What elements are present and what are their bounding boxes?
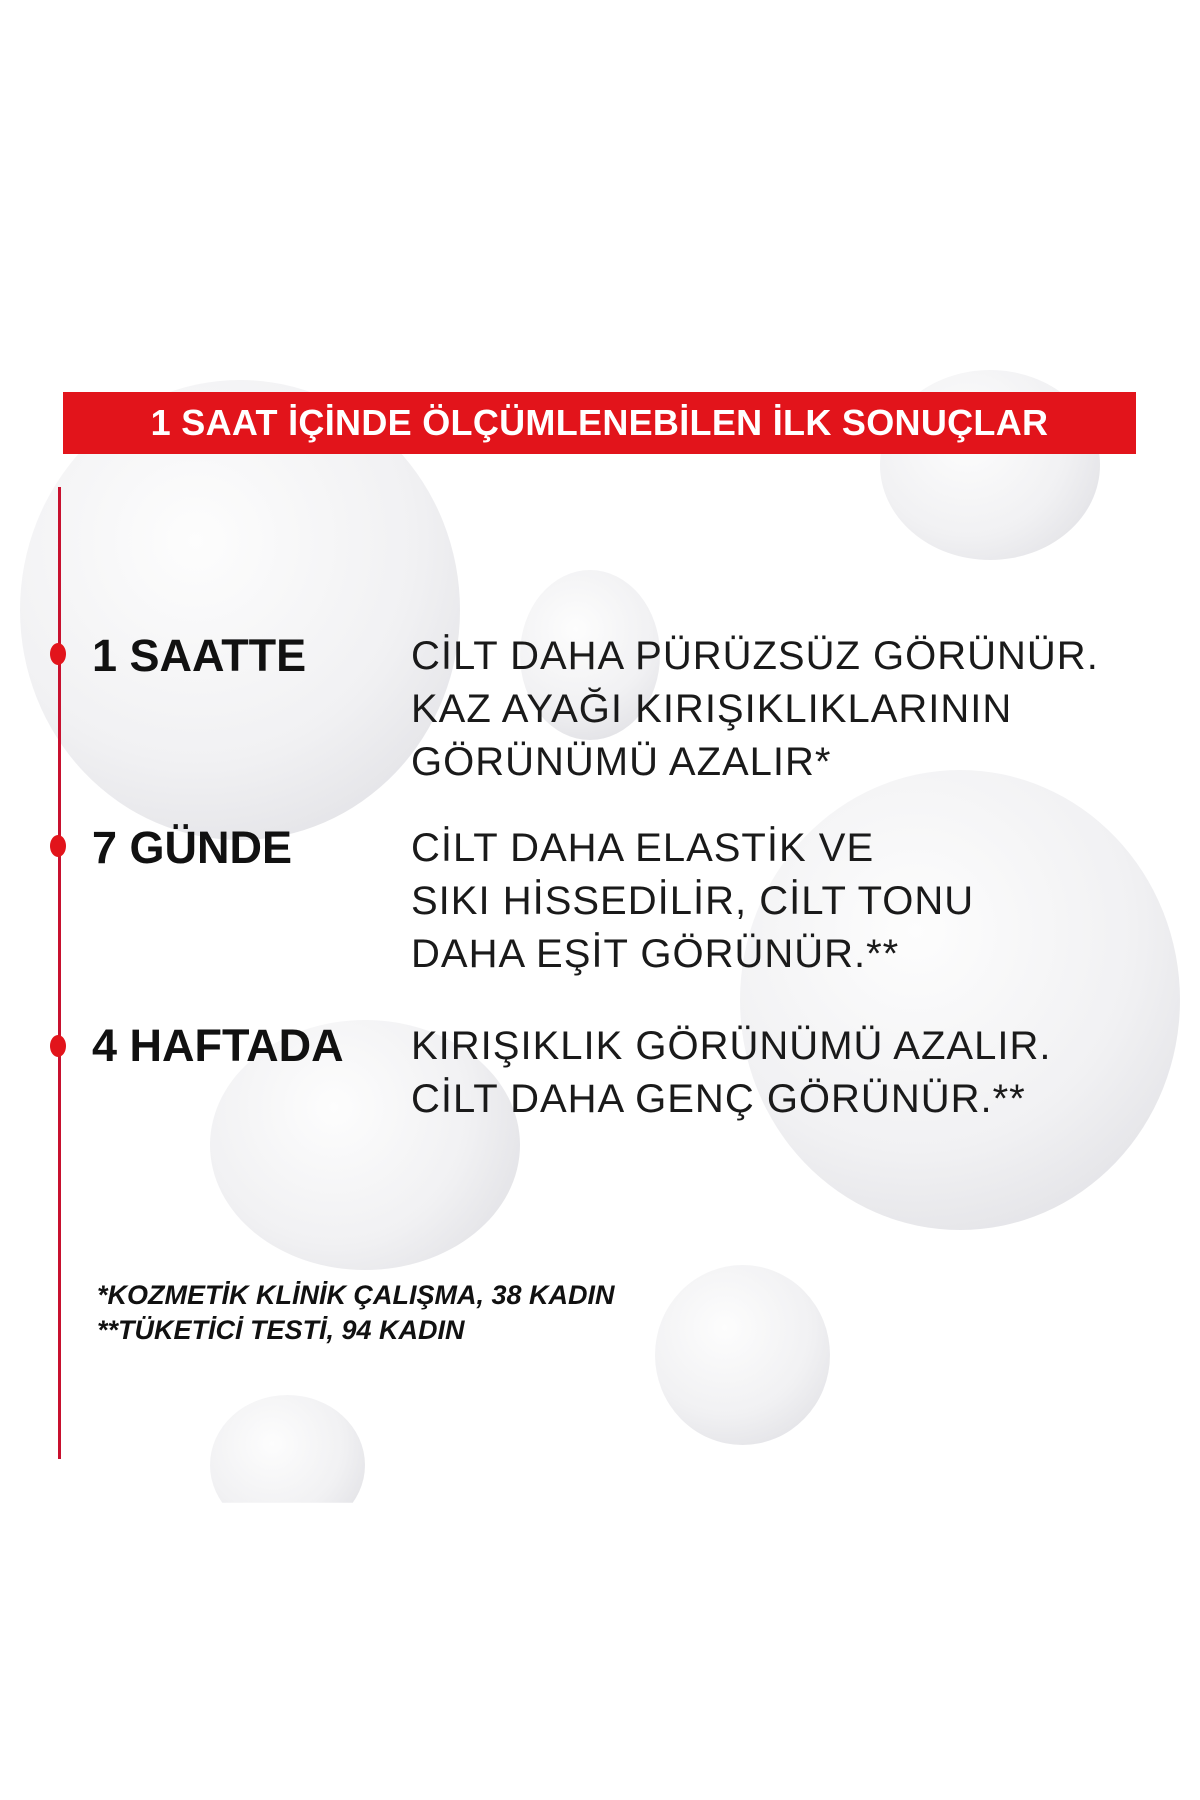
result-description-1-hour <box>411 630 1099 789</box>
result-label-7-days: 7 GÜNDE <box>92 822 293 873</box>
description-line: CİLT DAHA PÜRÜZSÜZ GÖRÜNÜR. <box>411 634 1099 678</box>
description-line: DAHA EŞİT GÖRÜNÜR.** <box>411 932 900 976</box>
timeline-dot <box>50 1035 66 1057</box>
headline-text: 1 SAAT İÇİNDE ÖLÇÜMLENEBİLEN İLK SONUÇLAR <box>150 402 1049 443</box>
bubble <box>655 1265 830 1445</box>
footnotes <box>97 1278 615 1348</box>
bubble <box>210 1395 365 1535</box>
result-description-7-days <box>411 822 974 981</box>
description-line: GÖRÜNÜMÜ AZALIR* <box>411 740 832 784</box>
footnote: **TÜKETİCİ TESTİ, 94 KADIN <box>97 1315 465 1345</box>
description-line: CİLT DAHA ELASTİK VE <box>411 826 875 870</box>
footnote: *KOZMETİK KLİNİK ÇALIŞMA, 38 KADIN <box>97 1280 615 1310</box>
description-line: KIRIŞIKLIK GÖRÜNÜMÜ AZALIR. <box>411 1024 1052 1068</box>
timeline-dot <box>50 643 66 665</box>
result-label-1-hour: 1 SAATTE <box>92 630 307 681</box>
description-line: KAZ AYAĞI KIRIŞIKLIKLARININ <box>411 687 1013 731</box>
description-line: CİLT DAHA GENÇ GÖRÜNÜR.** <box>411 1077 1026 1121</box>
result-description-4-weeks <box>411 1020 1051 1126</box>
timeline-dot <box>50 835 66 857</box>
description-line: SIKI HİSSEDİLİR, CİLT TONU <box>411 879 975 923</box>
timeline-line <box>58 487 61 1459</box>
headline-banner <box>63 392 1136 454</box>
result-label-4-weeks: 4 HAFTADA <box>92 1020 344 1071</box>
